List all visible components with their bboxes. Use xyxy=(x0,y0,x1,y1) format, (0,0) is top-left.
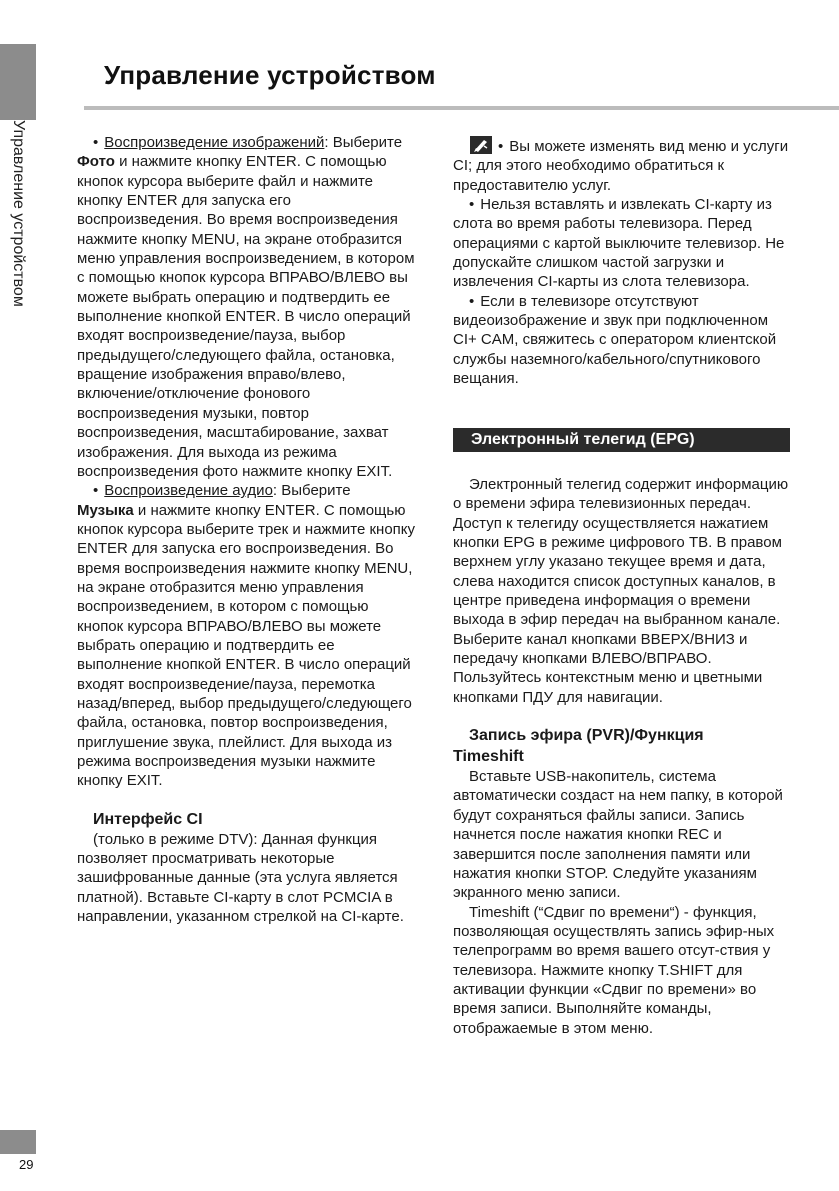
photo-playback-colon: : xyxy=(324,134,329,151)
pen-note-icon xyxy=(470,136,492,154)
bullet-icon: • xyxy=(93,482,99,500)
photo-bold-term: Фото xyxy=(77,153,115,171)
side-tab-marker xyxy=(0,44,36,120)
audio-bold-term: Музыка xyxy=(77,501,134,519)
audio-playback-paragraph xyxy=(77,501,417,791)
side-section-label: Управление устройством xyxy=(10,120,27,307)
ci-note-3 xyxy=(453,292,793,389)
pvr-heading-line-1: Запись эфира (PVR)/Функция xyxy=(469,727,704,745)
ci-note-2-text: Нельзя вставлять и извлекать CI-карту из слота во время работы телевизора. Перед операциями с картой выключите телевизор. Не допускайте слишком частой загрузки и извлечения CI-карты из слота телевизора. xyxy=(453,196,785,291)
epg-text: Электронный телегид содержит информацию о времени эфира телевизионных передач. Доступ к телегиду осуществляется нажатием кнопки EPG в режиме цифрового ТВ. В правом верхнем углу указано текущее время и дата, слева находится список доступных каналов, в центре приведена информация о времени выхода в эфир передач на выбранном канале. Выберите канал кнопками ВВЕРХ/ВНИЗ и передачу кнопками ВЛЕВО/ВПРАВО. Пользуйтесь контекстным меню и цветными кнопками ПДУ для навигации. xyxy=(453,476,789,706)
audio-playback-heading-line xyxy=(77,481,417,500)
right-column xyxy=(453,136,793,388)
bullet-icon: • xyxy=(469,292,475,310)
pvr-text-1: Вставьте USB-накопитель, система автоматически создаст на нем папку, в которой будут сохраняться файлы записи. Запись начнется после нажатия кнопки REC и завершится после заполнения памяти или нажатия кнопки STOP. Следуйте указаниям экранного меню записи. xyxy=(453,768,783,902)
title-divider xyxy=(84,106,839,110)
audio-playback-after-heading: : Выберите xyxy=(272,482,351,500)
bullet-icon: • xyxy=(93,134,99,151)
left-column xyxy=(77,133,417,926)
spacer xyxy=(453,707,793,725)
bullet-icon: • xyxy=(498,138,504,155)
footer-tab-marker xyxy=(0,1130,36,1154)
ci-note-1-text: Вы можете изменять вид меню и услуги CI; для этого необходимо обратиться к предоставителю услуг. xyxy=(453,138,789,194)
epg-section-bar: Электронный телегид (EPG) xyxy=(453,428,790,452)
pvr-heading-line-2: Timeshift xyxy=(453,748,524,766)
photo-playback-paragraph xyxy=(77,133,417,481)
epg-section xyxy=(453,475,793,1038)
photo-playback-text: и нажмите кнопку ENTER. С помощью кнопок курсора выберите файл и нажмите кнопку ENTER для запуска его воспроизведения. Во время воспроизведения нажмите кнопку MENU, на экране отобразится меню управления воспроизведением, в котором с помощью кнопок курсора ВПРАВО/ВЛЕВО вы можете выбрать операцию и подтвердить ее выполнение кнопкой ENTER. В число операций входят воспроизведение/пауза, выбор предыдущего/следующего файла, остановка, вращение изображения вправо/влево, включение/отключение фонового воспроизведения музыки, повтор воспроизведения, масштабирование, захват изображения. Для выхода из режима воспроизведения фото нажмите кнопку EXIT. xyxy=(77,153,415,480)
bullet-icon: • xyxy=(469,196,475,214)
ci-note-3-text: Если в телевизоре отсутствуют видеоизображение и звук при подключенном CI+ CAM, свяжитесь с оператором клиентской службы наземного/кабельного/спутникового вещания. xyxy=(453,292,777,388)
ci-note-1 xyxy=(453,136,793,195)
ci-note-2 xyxy=(453,195,793,292)
page-number: 29 xyxy=(19,1157,34,1172)
page-title: Управление устройством xyxy=(104,60,436,90)
photo-playback-heading: Воспроизведение изображений xyxy=(104,134,325,151)
ci-interface-text: (только в режиме DTV): Данная функция позволяет просматривать некоторые зашифрованные данные (эта услуга является платной). Вставьте CI-карту в слот PCMCIA в направлении, указанном стрелкой на CI-карте. xyxy=(77,830,404,926)
timeshift-text: Timeshift (“Сдвиг по времени“) - функция, позволяющая осуществлять запись эфир-ных телепрограмм во время вашего отсут-ствия у телевизора. Нажмите кнопку T.SHIFT для активации функции «Сдвиг по времени» во время записи. Выполняйте команды, отображаемые в этом меню. xyxy=(453,903,775,1037)
ci-interface-heading: Интерфейс CI xyxy=(93,810,203,828)
audio-playback-heading: Воспроизведение аудио xyxy=(104,482,273,500)
photo-pre-text: Выберите xyxy=(332,134,403,151)
audio-playback-text: и нажмите кнопку ENTER. С помощью кнопок курсора выберите трек и нажмите кнопку ENTER для запуска его воспроизведения. Во время воспроизведения нажмите кнопку MENU, на экране отобразится меню управления воспроизведением, в котором с помощью кнопок курсора ВПРАВО/ВЛЕВО вы можете выбрать операцию и подтвердить ее выполнение кнопкой ENTER. В число операций входят воспроизведение/пауза, перемотка назад/вперед, выбор предыдущего/следующего файла, остановка, повтор воспроизведения, приглушение звука, плейлист. Для выхода из режима воспроизведения музыки нажмите кнопку EXIT. xyxy=(77,501,416,790)
spacer xyxy=(77,791,417,809)
